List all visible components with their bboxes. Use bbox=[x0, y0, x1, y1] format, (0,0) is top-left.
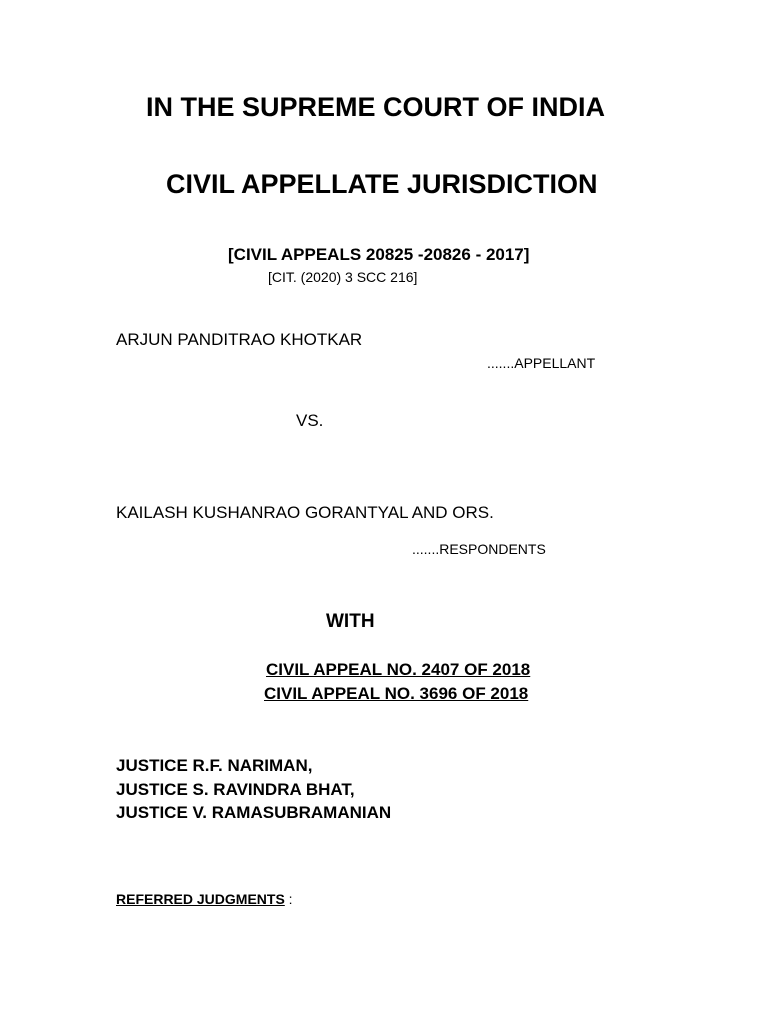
referred-judgments-heading: REFERRED JUDGMENTS bbox=[116, 891, 285, 907]
referred-judgments-line bbox=[116, 891, 293, 907]
appellant-label: .......APPELLANT bbox=[487, 355, 596, 371]
connected-appeal-1: CIVIL APPEAL NO. 2407 OF 2018 bbox=[266, 660, 531, 679]
connected-appeal-2: CIVIL APPEAL NO. 3696 OF 2018 bbox=[264, 684, 529, 703]
appellant-name: ARJUN PANDITRAO KHOTKAR bbox=[116, 330, 363, 349]
respondent-name: KAILASH KUSHANRAO GORANTYAL AND ORS. bbox=[116, 503, 494, 522]
citation: [CIT. (2020) 3 SCC 216] bbox=[268, 269, 418, 285]
versus-text: VS. bbox=[296, 411, 324, 430]
referred-colon: : bbox=[284, 891, 293, 907]
with-heading: WITH bbox=[326, 611, 375, 632]
jurisdiction-title: CIVIL APPELLATE JURISDICTION bbox=[166, 169, 598, 199]
respondent-label: .......RESPONDENTS bbox=[412, 541, 546, 557]
judge-3: JUSTICE V. RAMASUBRAMANIAN bbox=[116, 803, 392, 822]
judge-2: JUSTICE S. RAVINDRA BHAT, bbox=[116, 780, 355, 799]
case-number: [CIVIL APPEALS 20825 -20826 - 2017] bbox=[228, 245, 530, 264]
judge-1: JUSTICE R.F. NARIMAN, bbox=[116, 756, 313, 775]
court-title: IN THE SUPREME COURT OF INDIA bbox=[146, 92, 606, 122]
